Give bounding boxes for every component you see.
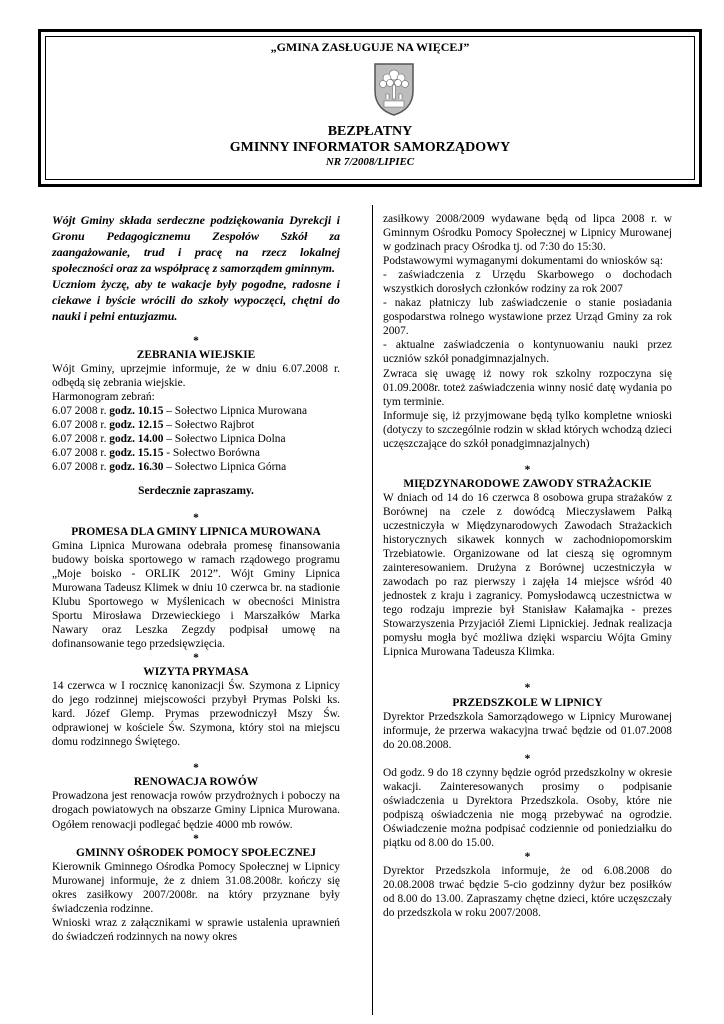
gops-note: Informuje się, iż przyjmowane będą tylko kompletne wnioski (dotyczy to szczególnie rodzin w skład których wchodzą dzieci uczęszczające do szkół ponadgimnazjalnych): [383, 409, 672, 450]
section-title-gops: GMINNY OŚRODEK POMOCY SPOŁECZNEJ: [76, 846, 316, 859]
gops-docs-label: Podstawowymi wymaganymi dokumentami do wniosków są:: [383, 255, 663, 268]
zebrania-schedule-label: Harmonogram zebrań:: [52, 391, 155, 404]
rowy-text: Prowadzona jest renowacja rowów przydrożnych i poboczy na drogach powiatowych na obszarze Gminy Lipnica Murowana. Ogółem renowacji podlegać będzie 4000 mb rowów.: [52, 790, 340, 831]
zawody-text: W dniach od 14 do 16 czerwca 8 osobowa grupa strażaków z Borównej na czele z dowódcą Mieczysławem Pałką uczestniczyła w Międzynarodowych Zawodach Strażackich historycznych sikawek konnych w zachodniopomorskim Trzebiatowie. Organizowane od lat cieszą się ogromnym zainteresowaniem. Drużyna z Borównej uczestniczyła w zawodach po raz pierwszy i zajęła 14 miejsce wśród 40 jednostek z kraju i zagranicy. Pomysłodawcą uczestnictwa w tego rodzaju imprezie był Stanisław Kałamajka - prezes Stowarzyszenia Przyjaciół Ziemi Lipnickiej. Jednak realizacja pomysłu mogła być możliwa dzięki wsparciu Wójta Gminy Lipnica Murowana Tadeusza Klimka.: [383, 491, 672, 659]
section-title-promesa: PROMESA DLA GMINY LIPNICA MUROWANA: [71, 525, 321, 538]
gops-continuation: zasiłkowy 2008/2009 wydawane będą od lipca 2008 r. w Gminnym Ośrodku Pomocy Społecznej w Lipnicy Murowanej w godzinach pracy Ośrodka tj. od 7:30 do 15:30.: [383, 213, 672, 254]
masthead-title-line1: BEZPŁATNY: [327, 124, 413, 139]
gops-doc-item: - aktualne zaświadczenia o kontynuowaniu nauki przez uczniów szkół ponadgimnazjalnych.: [383, 339, 672, 366]
section-title-zawody: MIĘDZYNARODOWE ZAWODY STRAŻACKIE: [403, 477, 652, 490]
schedule-item: 6.07 2008 r. godz. 10.15 – Sołectwo Lipnica Murowana: [52, 405, 308, 418]
zebrania-closing: Serdecznie zapraszamy.: [138, 485, 254, 498]
masthead-slogan: „GMINA ZASŁUGUJE NA WIĘCEJ”: [270, 40, 470, 54]
column-divider: [372, 205, 373, 1015]
section-title-rowy: RENOWACJA ROWÓW: [133, 776, 259, 789]
section-separator: *: [193, 832, 199, 845]
masthead-title: [41, 124, 699, 156]
przedszkole-text: Dyrektor Przedszkola Samorządowego w Lipnicy Murowanej informuje, że przerwa wakacyjna trwać będzie od 01.07.2008 do 20.08.2008.: [383, 710, 672, 751]
section-title-zebrania: ZEBRANIA WIEJSKIE: [136, 349, 256, 362]
zebrania-text: Wójt Gminy, uprzejmie informuje, że w dniu 6.07.2008 r. odbędą się zebrania wiejskie.: [52, 363, 340, 390]
section-separator: *: [524, 752, 531, 765]
schedule-item: 6.07 2008 r. godz. 16.30 – Sołectwo Lipnica Górna: [52, 461, 287, 474]
gops-doc-item: - zaświadczenia z Urzędu Skarbowego o dochodach wszystkich dorosłych członków rodziny za rok 2007: [383, 269, 672, 296]
right-column: [383, 212, 672, 920]
section-separator: *: [193, 511, 199, 524]
schedule-item: 6.07 2008 r. godz. 14.00 – Sołectwo Lipnica Dolna: [52, 433, 286, 446]
schedule-item: 6.07 2008 r. godz. 12.15 – Sołectwo Rajbrot: [52, 419, 255, 432]
section-separator: *: [524, 682, 531, 695]
prymas-text: 14 czerwca w I rocznicę kanonizacji Św. Szymona z Lipnicy do jego rodzinnej miejscowości przybył Prymas Polski ks. kard. Józef Glemp. Prymas przewodniczył Mszy Św. odprawionej w kościele Św. Szymona, który stoi na miejscu domu rodzinnego Świętego.: [52, 680, 340, 749]
intro-thanks: Wójt Gminy składa serdeczne podziękowania Dyrekcji i Gronu Pedagogicznemu Zespołów Szkół za zaangażowanie, trud i pracę na rzecz lokalnej społeczności oraz za współpracę z samorządem gminnym.: [52, 213, 340, 275]
section-separator: *: [193, 651, 199, 664]
gops-note: Zwraca się uwagę iż nowy rok szkolny rozpoczyna się 01.09.2008r. toteż zaświadczenia winny nosić datę wydania po tym terminie.: [383, 367, 672, 408]
gops-doc-item: - nakaz płatniczy lub zaświadczenie o stanie posiadania gospodarstwa rolnego wystawione przez Urząd Gminy za rok 2007.: [383, 297, 672, 338]
section-title-prymas: WIZYTA PRYMASA: [143, 666, 249, 679]
left-column: [52, 212, 340, 944]
municipal-crest-icon: [372, 61, 416, 117]
gops-text-continued: Wnioski wraz z załącznikami w sprawie ustalenia uprawnień do świadczeń rodzinnych na nowy okres: [52, 916, 340, 943]
schedule-item: 6.07 2008 r. godz. 15.15 - Sołectwo Borówna: [52, 447, 260, 460]
przedszkole-text: Od godz. 9 do 18 czynny będzie ogród przedszkolny w okresie wakacji. Zainteresowanych prosimy o podpisanie oświadczenia u Dyrektora Przedszkola. Osoby, które nie podpiszą oświadczenia nie mogą przebywać na ogrodzie. Oświadczenie można podpisać codziennie od poniedziałku do piątku od 8.00 do 15.00.: [383, 766, 672, 849]
promesa-text: Gmina Lipnica Murowana odebrała promesę finansowania budowy boiska sportowego w ramach rządowego programu „Moje boisko - ORLIK 2012”. Wójt Gminy Lipnica Murowana Tadeusz Klimek w dniu 10 czerwca br. na stadionie Klubu Sportowego w Myślenicach w obecności Ministra Sportu Mirosława Drzewieckiego i Marszałków Marka Nawary oraz Leszka Zegzdy podpisał umowę na dofinansowanie tego przedsięwzięcia.: [52, 539, 340, 650]
section-separator: *: [193, 335, 199, 347]
section-separator: *: [524, 463, 531, 476]
masthead-title-line2: GMINNY INFORMATOR SAMORZĄDOWY: [229, 140, 511, 155]
section-separator: *: [193, 762, 199, 775]
issue-number: NR 7/2008/LIPIEC: [325, 156, 415, 168]
gops-text: Kierownik Gminnego Ośrodka Pomocy Społecznej w Lipnicy Murowanej informuje, że z dniem 31.08.2008r. kończy się okres zasiłkowy 2007/2008r. na który przyznane były świadczenia rodzinne.: [52, 860, 340, 915]
intro-wishes: Uczniom życzę, aby te wakacje były pogodne, radosne i ciekawe i byście wrócili do szkoły wypoczęci, chętni do nauki i pełni entuzjazmu.: [52, 277, 340, 323]
section-separator: *: [524, 851, 531, 864]
schedule-list: [52, 404, 340, 474]
przedszkole-text: Dyrektor Przedszkola informuje, że od 6.08.2008 do 20.08.2008 trwać będzie 5-cio godzinny dyżur bez posiłków od 8.00 do 13.00. Zapraszamy chętne dzieci, które uczęszczały do przedszkola w roku 2007/2008.: [383, 865, 672, 920]
masthead: [38, 29, 702, 187]
section-title-przedszkole: PRZEDSZKOLE W LIPNICY: [452, 696, 603, 709]
